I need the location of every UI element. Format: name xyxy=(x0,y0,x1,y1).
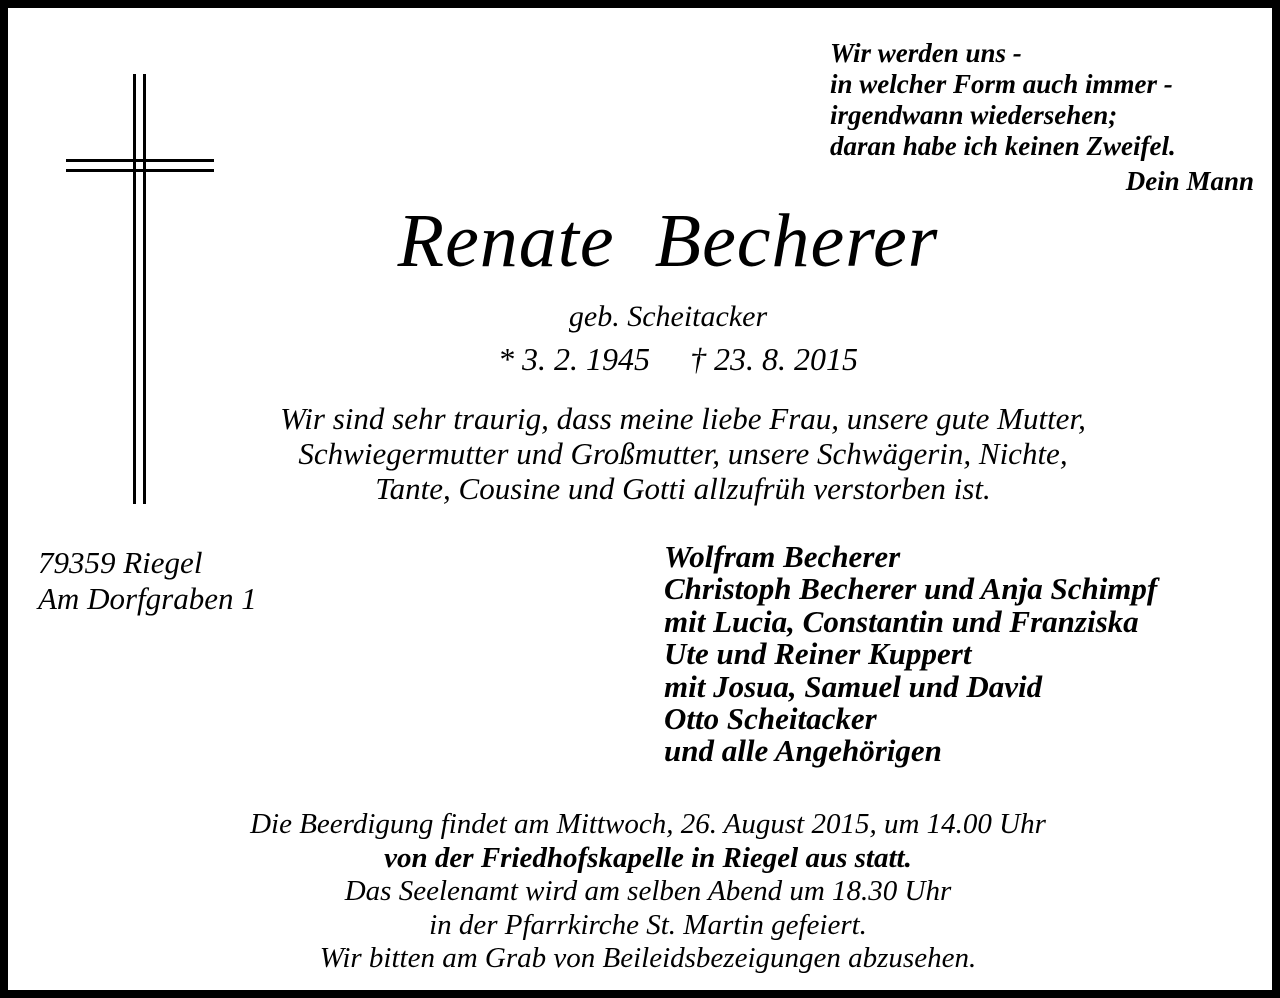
funeral-line: Wir bitten am Grab von Beileidsbezeigungen abzusehen. xyxy=(319,942,977,974)
message-line: Wir sind sehr traurig, dass meine liebe Frau, unsere gute Mutter, xyxy=(280,401,1086,436)
mourner-line: mit Josua, Samuel und David xyxy=(664,668,1043,704)
message-line: Schwiegermutter und Großmutter, unsere Schwägerin, Nichte, xyxy=(298,436,1068,471)
mourner-line: und alle Angehörigen xyxy=(664,733,942,769)
funeral-line: von der Friedhofskapelle in Riegel aus statt. xyxy=(384,841,912,874)
quote-block xyxy=(830,38,1270,162)
mourner-line: mit Lucia, Constantin und Franziska xyxy=(664,603,1139,639)
message-line: Tante, Cousine und Gotti allzufrüh verstorben ist. xyxy=(375,471,991,506)
funeral-info xyxy=(108,808,1188,976)
maiden-name: geb. Scheitacker xyxy=(568,300,768,333)
funeral-line: Das Seelenamt wird am selben Abend um 18.30 Uhr xyxy=(344,875,952,907)
mourner-line: Christoph Becherer und Anja Schimpf xyxy=(664,571,1158,607)
mourners-list xyxy=(664,541,1274,768)
quote-line: Wir werden uns - xyxy=(830,38,1022,68)
address-block xyxy=(38,545,438,617)
cross-horizontal-bar xyxy=(66,159,214,172)
quote-line: irgendwann wiedersehen; xyxy=(830,100,1118,130)
cross-vertical-bar xyxy=(133,74,146,504)
quote-line: daran habe ich keinen Zweifel. xyxy=(830,131,1176,161)
funeral-line: in der Pfarrkirche St. Martin gefeiert. xyxy=(429,908,867,941)
quote-line: in welcher Form auch immer - xyxy=(830,69,1173,99)
address-city: 79359 Riegel xyxy=(38,545,203,580)
address-street: Am Dorfgraben 1 xyxy=(38,581,257,616)
mourner-line: Otto Scheitacker xyxy=(664,701,877,737)
quote-signature: Dein Mann xyxy=(1125,166,1254,196)
mourning-message xyxy=(158,401,1208,506)
deceased-name: Renate Becherer xyxy=(397,199,939,283)
funeral-line: Die Beerdigung findet am Mittwoch, 26. August 2015, um 14.00 Uhr xyxy=(250,808,1046,840)
mourner-line: Wolfram Becherer xyxy=(664,539,901,574)
mourner-line: Ute und Reiner Kuppert xyxy=(664,636,972,672)
life-dates: * 3. 2. 1945 † 23. 8. 2015 xyxy=(498,341,858,377)
